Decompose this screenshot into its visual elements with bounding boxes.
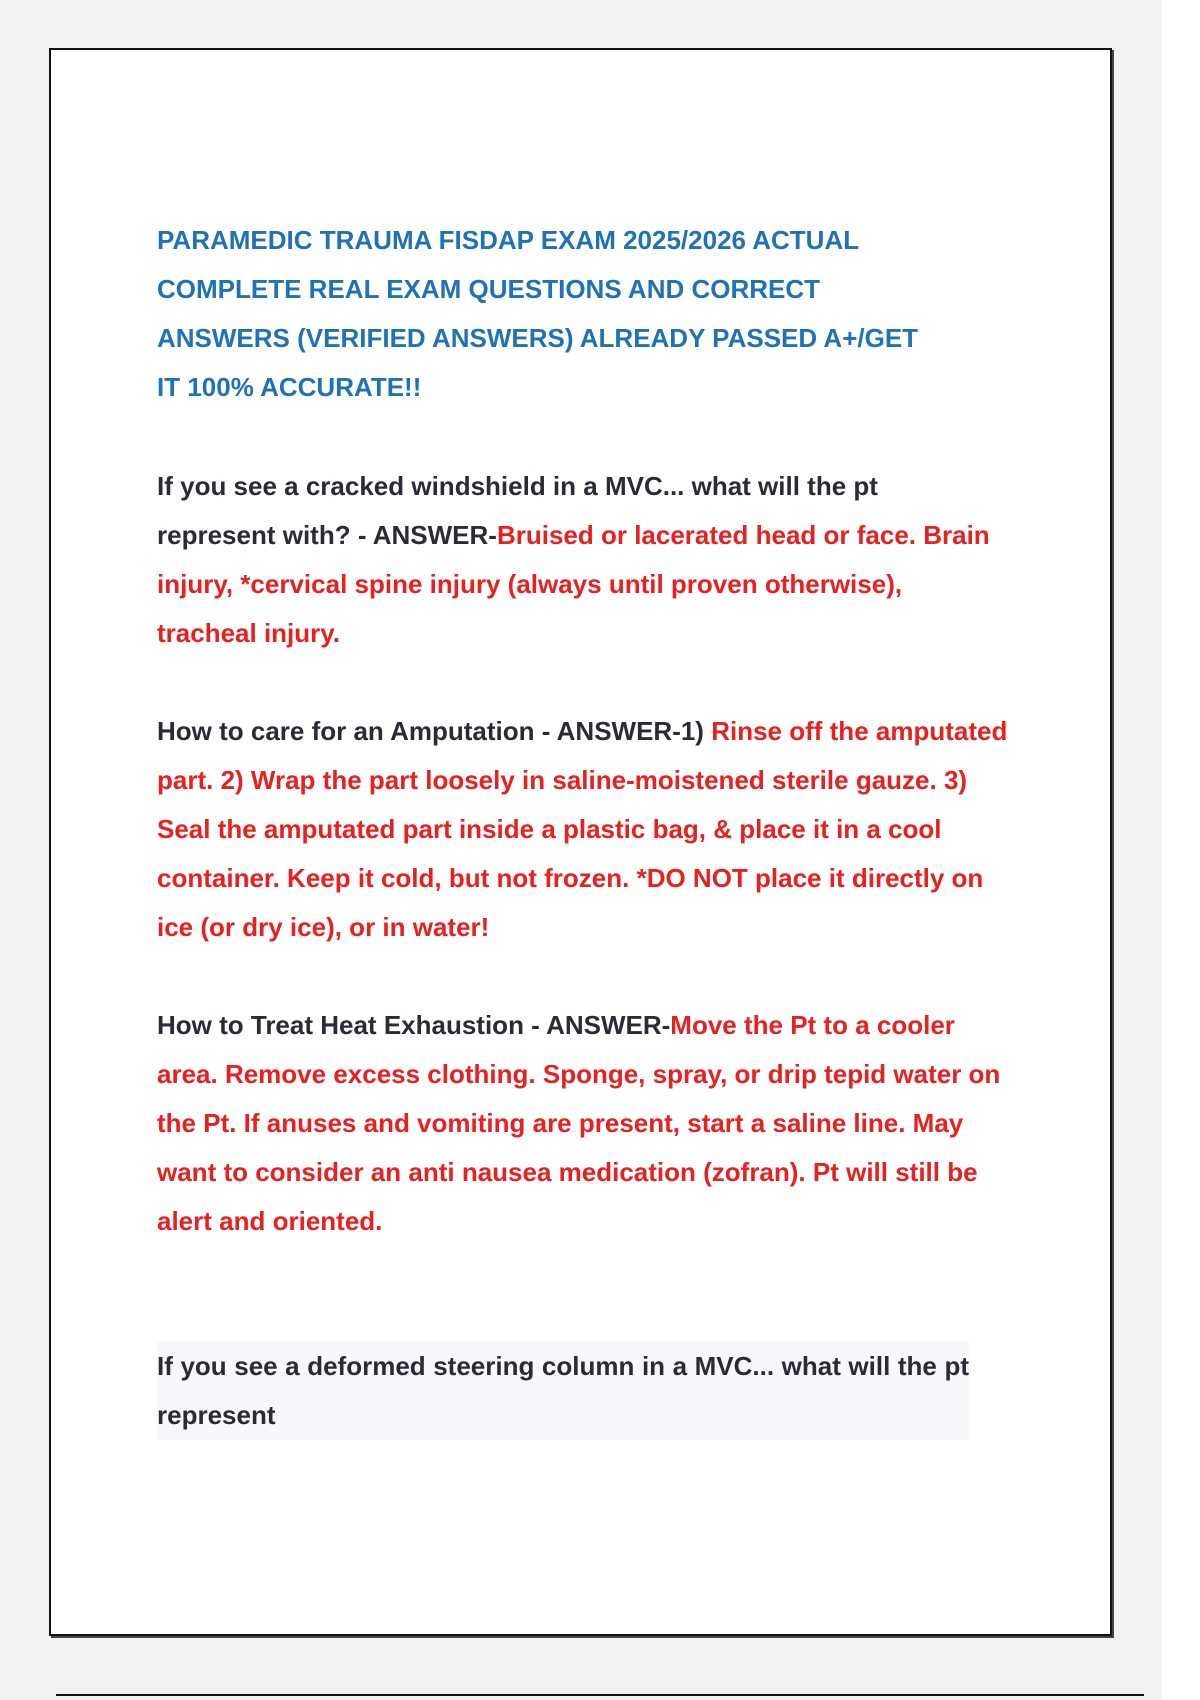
question-text: How to care for an Amputation - ANSWER-1) — [157, 716, 712, 746]
question-text: If you see a cracked windshield in a MVC... what will the pt represent with? - ANSWER- — [157, 471, 878, 550]
answer-text: Bruised or lacerated head or face. Brain injury, *cervical spine injury (always until proven otherwise), tracheal injury. — [157, 520, 990, 648]
qa-item — [157, 1342, 969, 1440]
answer-text: Rinse off the amputated part. 2) Wrap the part loosely in saline-moistened sterile gauze. 3) Seal the amputated part inside a plastic bag, & place it in a cool container. Keep it cold, but not frozen. *DO NOT place it directly on ice (or dry ice), or in water! — [157, 716, 1008, 942]
qa-item — [157, 1001, 1017, 1246]
question-text: How to Treat Heat Exhaustion - ANSWER- — [157, 1010, 671, 1040]
document-title: PARAMEDIC TRAUMA FISDAP EXAM 2025/2026 ACTUAL COMPLETE REAL EXAM QUESTIONS AND CORRECT ANSWERS (VERIFIED ANSWERS) ALREADY PASSED A+/GET IT 100% ACCURATE!! — [157, 225, 919, 402]
qa-item — [157, 707, 1017, 952]
answer-text: Move the Pt to a cooler area. Remove excess clothing. Sponge, spray, or drip tepid water on the Pt. If anuses and vomiting are present, start a saline line. May want to consider an anti nausea medication (zofran). Pt will still be alert and oriented. — [157, 1010, 1001, 1236]
document-content — [157, 216, 1017, 1489]
page-margin-strip — [1162, 0, 1200, 1700]
page-divider — [56, 1694, 1144, 1696]
question-text: If you see a deformed steering column in a MVC... what will the pt represent — [157, 1351, 969, 1430]
qa-item — [157, 462, 997, 658]
